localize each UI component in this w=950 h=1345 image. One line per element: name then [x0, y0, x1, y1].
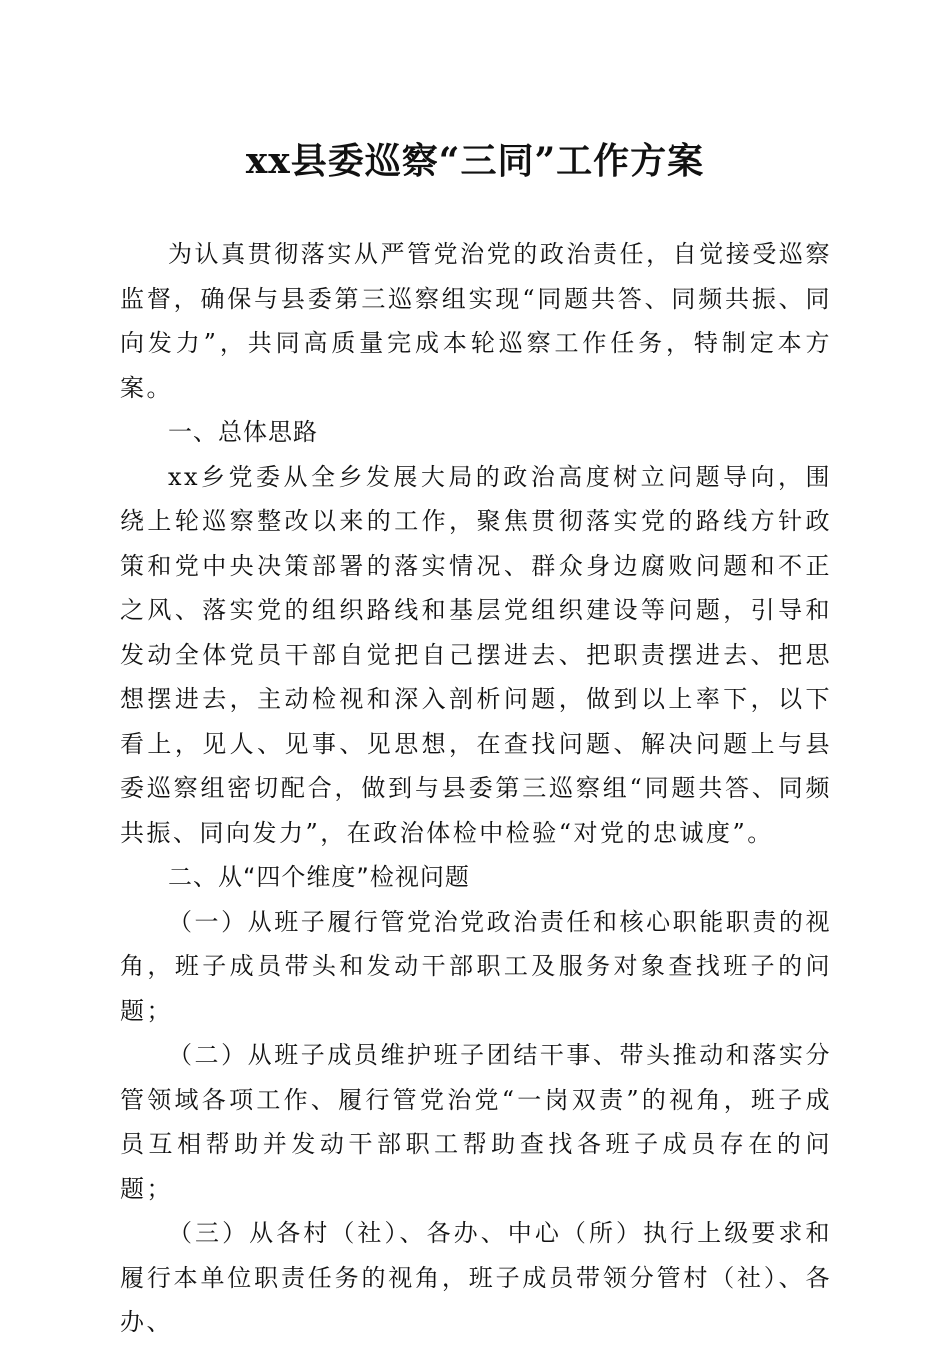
- section-heading-four-dimensions: 二、从“四个维度”检视问题: [168, 863, 470, 891]
- list-item: （二）从班子成员维护班子团结干事、带头推动和落实分管领域各项工作、履行管党治党“一岗双责”的视角，班子成员互相帮助并发动干部职工帮助查找各班子成员存在的问题；: [120, 1041, 832, 1203]
- list-item: （一）从班子履行管党治党政治责任和核心职能职责的视角，班子成员带头和发动干部职工及服务对象查找班子的问题；: [120, 907, 832, 1025]
- document-title: xx县委巡察“三同”工作方案: [245, 140, 705, 182]
- section-heading-overall-approach: 一、总体思路: [168, 418, 318, 446]
- document-body: [120, 232, 832, 1345]
- section-paragraph-overall-approach: xx乡党委从全乡发展大局的政治高度树立问题导向，围绕上轮巡察整改以来的工作，聚焦贯彻落实党的路线方针政策和党中央决策部署的落实情况、群众身边腐败问题和不正之风、落实党的组织路线和基层党组织建设等问题，引导和发动全体党员干部自觉把自己摆进去、把职责摆进去、把思想摆进去，主动检视和深入剖析问题，做到以上率下，以下看上，见人、见事、见思想，在查找问题、解决问题上与县委巡察组密切配合，做到与县委第三巡察组“同题共答、同频共振、同向发力”，在政治体检中检验“对党的忠诚度”。: [120, 462, 832, 847]
- list-item: （三）从各村（社）、各办、中心（所）执行上级要求和履行本单位职责任务的视角，班子成员带领分管村（社）、各办、: [120, 1219, 832, 1336]
- intro-paragraph: 为认真贯彻落实从严管党治党的政治责任，自觉接受巡察监督，确保与县委第三巡察组实现“同题共答、同频共振、同向发力”，共同高质量完成本轮巡察工作任务，特制定本方案。: [120, 240, 832, 402]
